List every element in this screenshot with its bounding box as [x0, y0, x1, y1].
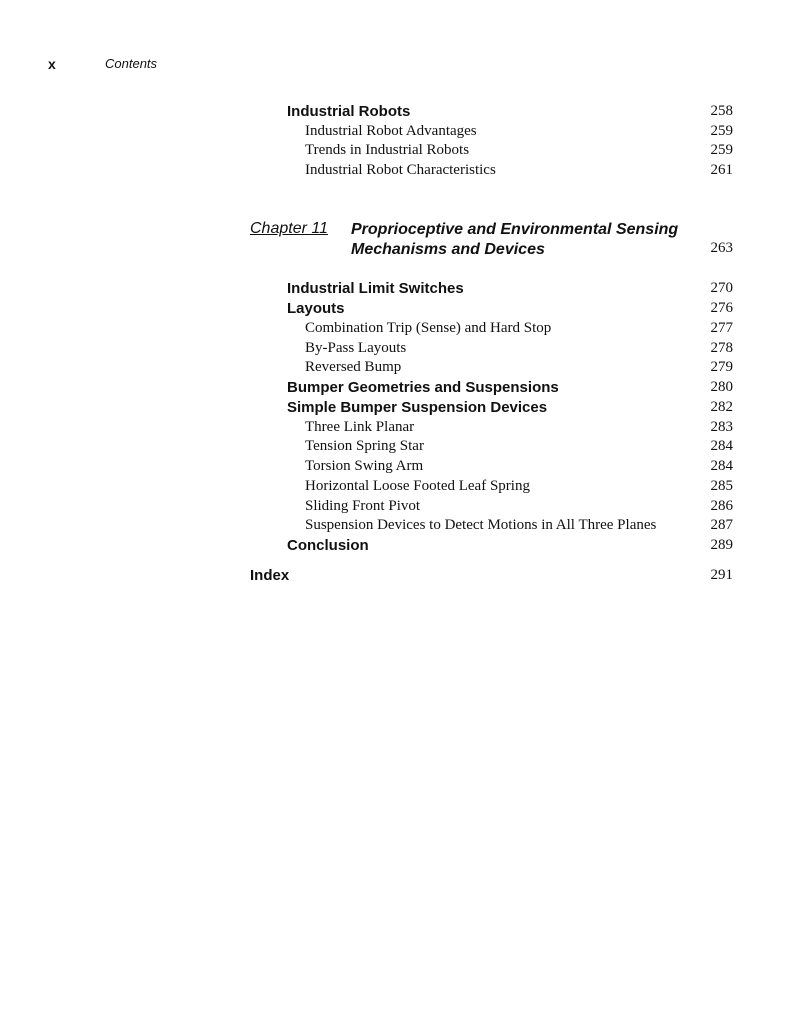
toc-entry-page: 258 [710, 103, 733, 119]
toc-entry-page: 279 [710, 359, 733, 375]
toc-entry-title: Bumper Geometries and Suspensions [287, 379, 559, 396]
toc-entry-page: 276 [710, 300, 733, 316]
toc-entry-page: 283 [710, 419, 733, 435]
chapter-heading [0, 218, 795, 266]
toc-entry [0, 498, 795, 518]
toc-entry-page: 289 [710, 537, 733, 553]
toc-entry-title: Simple Bumper Suspension Devices [287, 399, 548, 416]
toc-entry [0, 359, 795, 379]
toc-entry-title: Three Link Planar [305, 419, 415, 435]
toc-entry-page: 280 [710, 379, 733, 395]
toc-entry [0, 162, 795, 182]
page-folio: x [48, 56, 56, 72]
toc-entry-title: Industrial Limit Switches [287, 280, 464, 297]
index-page: 291 [710, 567, 733, 583]
chapter-page: 263 [710, 240, 733, 256]
index-title: Index [250, 567, 290, 584]
toc-entry-page: 286 [710, 498, 733, 514]
toc-entry-page: 284 [710, 458, 733, 474]
toc-entry [0, 399, 795, 419]
toc-entry-page: 285 [710, 478, 733, 494]
toc-entry-title: Reversed Bump [305, 359, 402, 375]
toc-entry-title: Torsion Swing Arm [305, 458, 424, 474]
toc-entry-page: 282 [710, 399, 733, 415]
toc-entry-title: Industrial Robot Advantages [305, 123, 477, 139]
running-title: Contents [105, 56, 158, 71]
toc-entry-title: Sliding Front Pivot [305, 498, 421, 514]
toc-entry-page: 287 [710, 517, 733, 533]
toc-entry [0, 419, 795, 439]
toc-entry [0, 320, 795, 340]
chapter-number: Chapter 11 [250, 220, 328, 237]
toc-entry-page: 284 [710, 438, 733, 454]
toc-entry [0, 478, 795, 498]
toc-entry-page: 261 [710, 162, 733, 178]
toc-entry [0, 103, 795, 123]
toc-entry-title: Industrial Robots [287, 103, 411, 120]
toc-entry-page: 259 [710, 142, 733, 158]
chapter-title: Proprioceptive and Environmental Sensing Mechanisms and Devices [351, 221, 679, 258]
toc-entry [0, 517, 795, 537]
toc-entry-title: Horizontal Loose Footed Leaf Spring [305, 478, 530, 494]
toc-entry [0, 300, 795, 320]
toc-entry-page: 270 [710, 280, 733, 296]
toc-entry [0, 379, 795, 399]
toc-entry-page: 277 [710, 320, 733, 336]
toc-entry-page: 259 [710, 123, 733, 139]
toc-entry [0, 340, 795, 360]
toc-entry-title: Industrial Robot Characteristics [305, 162, 496, 178]
toc-entry [0, 537, 795, 557]
toc-entry [0, 458, 795, 478]
toc-index-entry [0, 567, 795, 587]
toc-entry-title: Combination Trip (Sense) and Hard Stop [305, 320, 552, 336]
toc-entry-page: 278 [710, 340, 733, 356]
running-head [0, 56, 795, 76]
toc-entry [0, 280, 795, 300]
toc-entry-title: Layouts [287, 300, 345, 317]
toc-entry-title: Conclusion [287, 537, 369, 554]
toc-entry-title: Tension Spring Star [305, 438, 424, 454]
toc-entry [0, 142, 795, 162]
toc-entry [0, 123, 795, 143]
toc-entry-title: Suspension Devices to Detect Motions in All Three Planes [305, 517, 657, 533]
toc-entry-title: Trends in Industrial Robots [305, 142, 470, 158]
toc-entry [0, 438, 795, 458]
toc-entry-title: By-Pass Layouts [305, 340, 407, 356]
